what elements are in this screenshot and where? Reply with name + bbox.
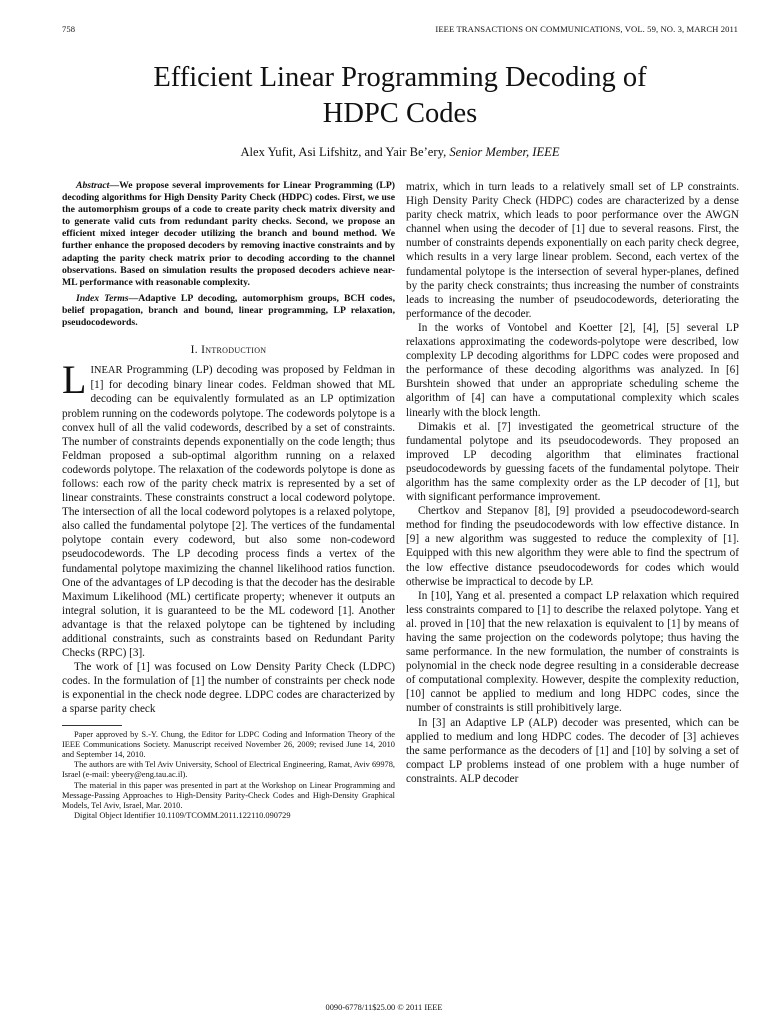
index-terms-text: —Adaptive LP decoding, automorphism groups, BCH codes, belief propagation, branch and bound, linear programming, LP relaxation, pseudocodewords. <box>62 292 395 329</box>
copyright-footer: 0090-6778/11$25.00 © 2011 IEEE <box>325 1003 443 1012</box>
footnotes <box>62 730 395 822</box>
author-names: Alex Yufit, Asi Lifshitz, and Yair Be’ery, <box>240 145 450 159</box>
journal-citation: IEEE TRANSACTIONS ON COMMUNICATIONS, VOL. 59, NO. 3, MARCH 2011 <box>435 24 738 34</box>
abstract <box>62 180 395 289</box>
right-column <box>406 180 739 786</box>
index-terms <box>62 293 395 329</box>
section-title: Introduction <box>201 344 267 357</box>
abstract-text: —We propose several improvements for Linear Programming (LP) decoding algorithms for High Density Parity Check (HDPC) codes. First, we use the automorphism groups of a code to create parity check matrix diversity and to generate valid cuts from redundant parity checks. Second, we propose an efficient mixed integer decoder utilizing the branch and bound method. We further enhance the proposed decoders by removing inactive constraints and by adapting the parity check matrix prior to decoding according to the channel observations. Based on simulation results the proposed decoders achieve near-ML performance with reasonable complexity. <box>62 180 395 288</box>
body-paragraph: In [3] an Adaptive LP (ALP) decoder was presented, which can be applied to medium and long HDPC codes. The decoder of [3] achieves the same performance as the decoders of [1] and [10] by solving a set of compact LP problems instead of one problem with a huge number of constraints. ALP decoder <box>406 716 739 785</box>
index-terms-label: Index Terms <box>76 292 129 304</box>
left-column <box>62 180 395 821</box>
body-paragraph: Chertkov and Stepanov [8], [9] provided a pseudocodeword-search method for finding the pseudocodewords with low effective distance. In [9] a new algorithm was suggested to reduce the complexity of [1]. Equipped with this new algorithm they were able to find the spectrum of the low effective distance pseudocodewords for codes which would otherwise be impractical to decode by LP. <box>406 505 739 588</box>
footnote-divider <box>62 725 122 726</box>
body-paragraph: matrix, which in turn leads to a relatively small set of LP constraints. High Density Parity Check (HDPC) codes are characterized by a dense parity check matrix, which leads to poor performance over the AWGN channel when using the decoder of [1] due to several reasons. First, the number of constraints depends exponentially on each parity check degree, which results in a very large linear problem. Second, each vertex of the fundamental polytope is the intersection of several hyper-planes, defined by the parity check constraints; thus increasing the number of constraints leads to increasing the number of pseudocodewords, deteriorating the performance of the decoder. <box>406 181 739 320</box>
author-role: Senior Member, IEEE <box>449 145 560 159</box>
footnote: Paper approved by S.-Y. Chung, the Editor for LDPC Coding and Information Theory of the IEEE Communications Society. Manuscript received November 26, 2009; revised June 14, 2010 and September 14, 2010. <box>62 729 395 759</box>
section-heading <box>62 343 395 357</box>
title-line-1: Efficient Linear Programming Decoding of <box>153 62 647 93</box>
paragraph-text: Programming (LP) decoding was proposed by Feldman in [1] for decoding binary linear codes. Feldman showed that ML decoding can be equivalently formulated as an LP optimization problem running on the codewords polytope. The codewords polytope is a convex hull of all the valid codewords, described by a set of constraints. The number of constraints depends exponentially on the code length; thus Feldman proposed a sub-optimal algorithm running on a relaxed codewords polytope. The relaxation of the codewords polytope is done as follows: each row of the parity check matrix is represented by a set of linear constraints. These constraints construct a local codeword polytope. The intersection of all the local codeword polytopes is a relaxed polytope, also called the fundamental polytope [2]. The vertices of the fundamental polytope contain every codeword, but also some non-codeword pseudocodewords. The LP decoding process finds a vertex of the fundamental polytope maximizing the channel likelihood ratios function. One of the advantages of LP decoding is that the decoder has the desirable Maximum Likelihood (ML) certificate property; whenever it outputs an integral solution, it is guaranteed to be the ML codeword [1]. Another advantage is that the relaxed polytope can be tightened by including additional constraints, such as constraints based on Redundant Parity Checks (RPC) [3]. <box>62 364 395 660</box>
footnote: The material in this paper was presented in part at the Workshop on Linear Programming and Message-Passing Approaches to High-Density Parity-Check Codes and High-Density Graphical Models, Tel Aviv, Israel, Mar. 2010. <box>62 780 395 810</box>
body-paragraph: In the works of Vontobel and Koetter [2], [4], [5] several LP relaxations approximating the codewords-polytope were described, low complexity LP decoding algorithms for LDPC codes were proposed and the performance of these decoding algorithms was analyzed. In [6] Burshtein showed that under an appropriate scheduling scheme the algorithm of [4] can have a computational complexity which scales linearly with the block length. <box>406 321 739 419</box>
footnote: The authors are with Tel Aviv University, School of Electrical Engineering, Ramat, Aviv 69978, Israel (e-mail: ybeery@eng.tau.ac.il). <box>62 760 395 780</box>
footnote: Digital Object Identifier 10.1109/TCOMM.2011.122110.090729 <box>74 811 291 821</box>
abstract-label: Abstract <box>76 180 110 191</box>
page-number: 758 <box>62 24 76 34</box>
body-paragraph: In [10], Yang et al. presented a compact LP relaxation which required less constraints compared to [1] to describe the relaxed polytope. Yang et al. proved in [10] that the new relaxation is equivalent to [1] by means of having the same projection on the codewords polytope; thus having the same performance. In the new formulation, the number of constraints is polynomial in the check node degree resulting in a considerable decrease of computational complexity. However, despite the complexity reduction, [10] cannot be applied to medium and long HDPC codes, since the number of constraints is still prohibitively large. <box>406 589 739 715</box>
section-numeral: I. <box>190 344 202 357</box>
body-paragraph: Dimakis et al. [7] investigated the geometrical structure of the fundamental polytope and its pseudocodewords. They proposed an improved LP decoding algorithm that eliminates fractional pseudocodewords by guessing facets of the fundamental polytope. Their algorithm has the same complexity order as the LP decoder of [1], but with significant performance improvement. <box>406 420 739 504</box>
body-paragraph: The work of [1] was focused on Low Density Parity Check (LDPC) codes. In the formulation of [1] the number of constraints per check node is exponential in the check node degree. LDPC codes are characterized by a sparse parity check <box>62 661 395 716</box>
title-line-2: HDPC Codes <box>322 98 478 129</box>
author-line <box>62 145 738 160</box>
running-header <box>62 24 738 38</box>
drop-cap: L <box>62 357 87 403</box>
paper-title <box>62 60 738 132</box>
body-paragraph <box>62 357 395 660</box>
lead-word: INEAR <box>90 365 123 377</box>
